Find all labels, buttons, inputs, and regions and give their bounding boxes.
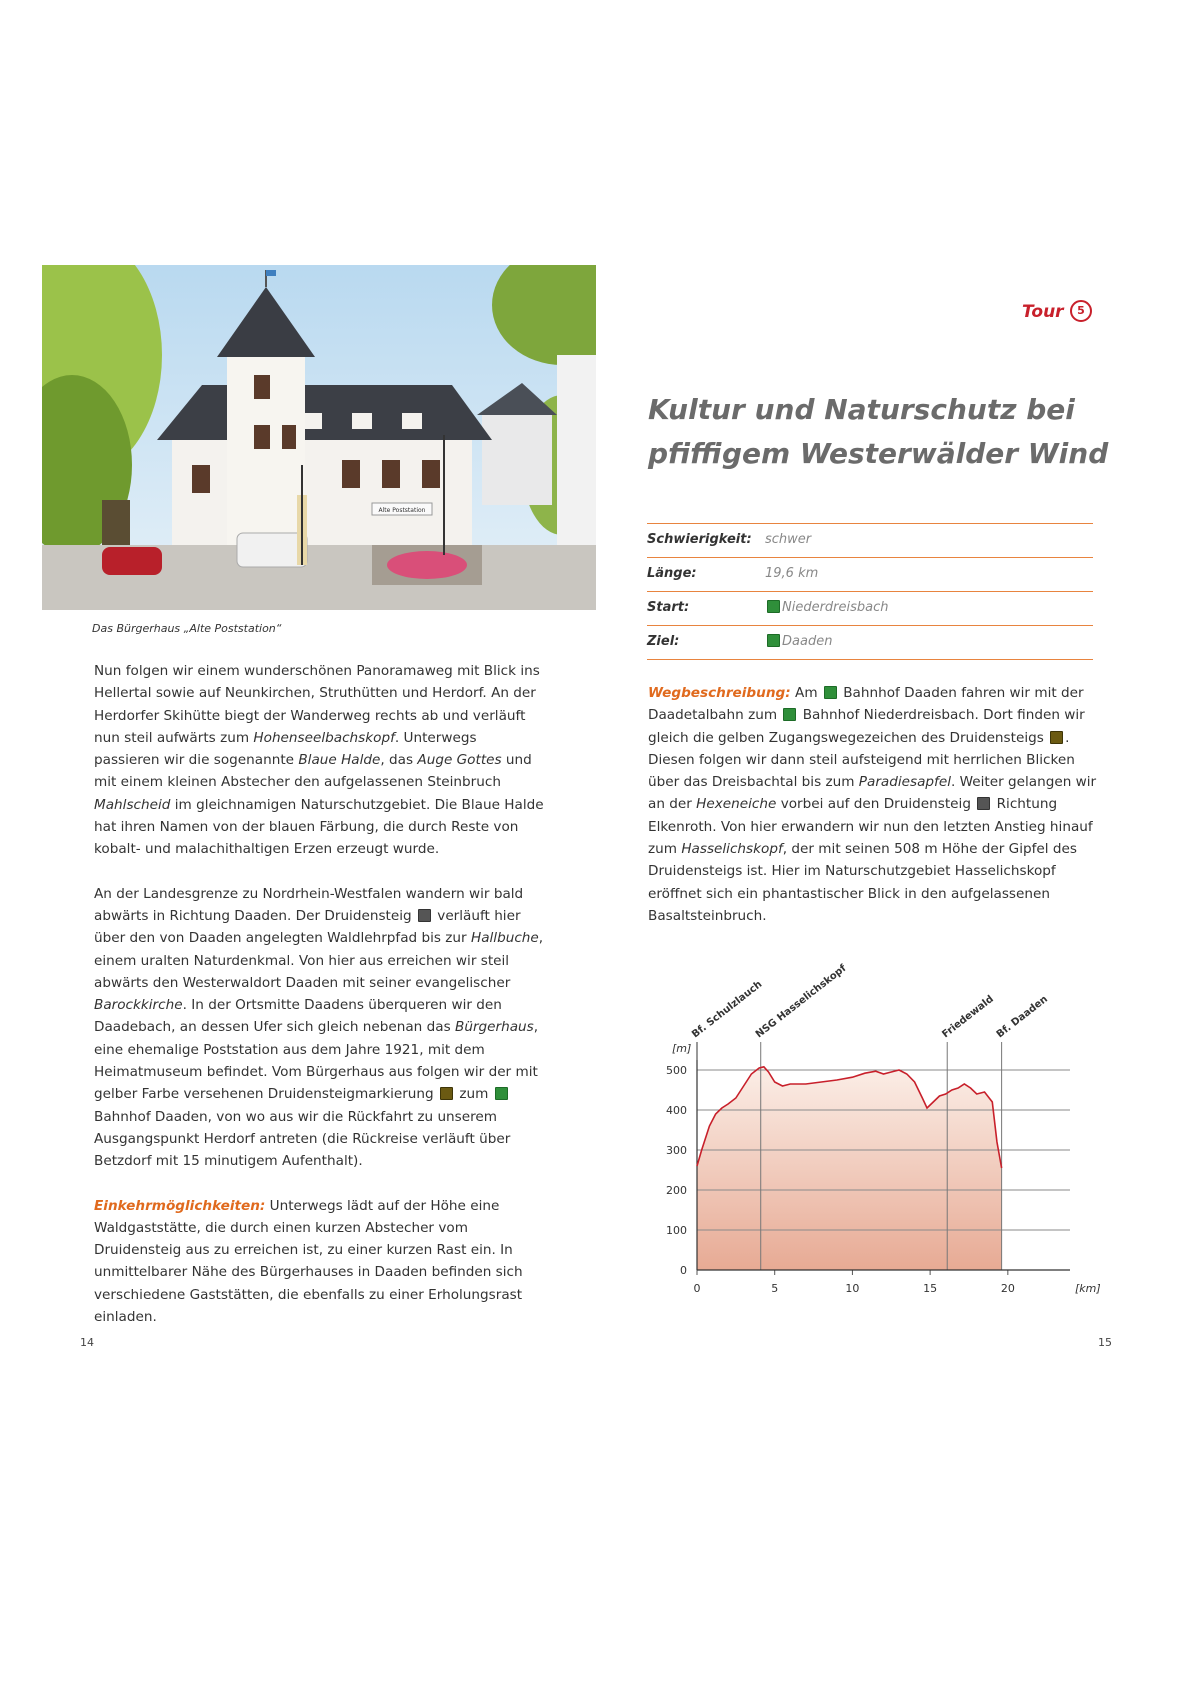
train-icon <box>767 600 780 613</box>
text-segment: . Unterwegs passieren wir die sogenannte <box>94 729 477 769</box>
fact-key: Ziel: <box>647 634 680 649</box>
train-icon <box>495 1087 508 1100</box>
text-segment: Bahnhof Daaden, von wo aus wir die Rückfahrt zu unserem Ausgangspunkt Herdorf antreten (die Rückreise verläuft über Betzdorf mit 15 minutigem Aufenthalt). <box>94 1108 511 1170</box>
x-axis-label: [km] <box>1075 1282 1100 1295</box>
x-tick-label: 0 <box>693 1282 701 1295</box>
text-segment: zum <box>455 1086 493 1103</box>
y-tick-label: 200 <box>666 1184 687 1197</box>
text-segment: An der Landesgrenze zu Nordrhein-Westfalen wandern wir bald abwärts in Richtung Daaden. Der Druidensteig <box>94 885 524 924</box>
waypoint-label: Bf. Schulzlauch <box>690 978 765 1041</box>
route-description <box>648 682 1103 927</box>
y-tick-label: 300 <box>666 1144 687 1157</box>
y-tick-label: 100 <box>666 1224 687 1237</box>
train-icon <box>767 634 780 647</box>
text-segment: Am <box>790 685 822 701</box>
fact-value: schwer <box>765 532 812 547</box>
tour-label: Tour <box>1022 302 1064 322</box>
druidensteig-marker-icon <box>418 909 431 922</box>
text-segment: . In der Ortsmitte Daadens überqueren wir den Daadebach, an dessen Ufer sich gleich nebenan das <box>94 997 502 1036</box>
text-segment: , einem uralten Naturdenkmal. Von hier aus erreichen wir steil abwärts den Westerwaldort Daaden mit seiner evangelischer <box>94 930 544 991</box>
place-name: Paradiesapfel <box>858 774 951 791</box>
text-segment: Richtung Elkenroth. Von hier erwandern wir nun den letzten Anstieg hinauf zum <box>648 796 1093 858</box>
text-segment: Unterwegs lädt auf der Höhe eine Waldgaststätte, die durch einen kurzen Abstecher vom Druidensteig aus zu erreichen ist, zu einer kurzen Rast ein. In unmittelbarer Nähe des Bürgerhauses in Daaden befinden sich verschiedene Gaststätten, die ebenfalls zu einer Erholungsrast einladen. <box>94 1197 523 1326</box>
tour-facts-table <box>647 523 1093 660</box>
paragraph-1 <box>94 660 544 861</box>
train-icon <box>783 708 796 721</box>
elevation-profile-chart <box>640 955 1100 1315</box>
photo-buergerhaus <box>42 265 596 610</box>
fact-value: Niederdreisbach <box>782 600 889 615</box>
fact-key: Start: <box>647 600 690 615</box>
elevation-area <box>697 1067 1002 1270</box>
fact-row-start <box>647 592 1093 626</box>
fact-row-length <box>647 558 1093 592</box>
yellow-marker-icon <box>1050 731 1063 744</box>
fact-value-with-icon <box>765 634 832 649</box>
druidensteig-marker-icon <box>977 797 990 810</box>
fact-value: 19,6 km <box>765 566 819 581</box>
fact-row-difficulty <box>647 523 1093 558</box>
text-segment: , eine ehemalige Poststation aus dem Jahre 1921, mit dem Heimatmuseum befindet. Vom Bürgerhaus aus folgen wir der mit gelber Farbe versehenen Druidensteigmarkierung <box>94 1019 539 1103</box>
page-number-left: 14 <box>80 1336 94 1349</box>
waypoint-label: Friedewald <box>940 993 996 1041</box>
text-segment: , das <box>380 752 418 769</box>
yellow-marker-icon <box>440 1087 453 1100</box>
text-segment: . Diesen folgen wir dann steil aufsteigend mit herrlichen Blicken über das Dreisbachtal bis zum <box>648 729 1075 791</box>
text-segment: vorbei auf den Druidensteig <box>776 796 976 813</box>
text-segment: Bahnhof Niederdreisbach. Dort finden wir gleich die gelben Zugangswegezeichen des Druidensteigs <box>648 707 1085 746</box>
x-tick-label: 10 <box>845 1282 860 1295</box>
place-name: Hallbuche <box>470 930 539 947</box>
elevation-profile-svg <box>640 955 1100 1315</box>
paragraph-3 <box>94 1195 544 1329</box>
text-segment: Nun folgen wir einem wunderschönen Panoramaweg mit Blick ins Hellertal sowie auf Neunkirchen, Struthütten und Herdorf. An der Herdorfer Skihütte biegt der Wanderweg rechts ab und verläuft nun steil aufwärts zum <box>94 663 540 746</box>
train-icon <box>824 686 837 699</box>
photo-illustration <box>42 265 596 610</box>
fact-key: Schwierigkeit: <box>647 532 752 547</box>
y-axis-label: [m] <box>672 1042 692 1055</box>
page-title: Kultur und Naturschutz bei pfiffigem Westerwälder Wind <box>648 393 1109 470</box>
text-segment: Bahnhof Daaden fahren wir mit der Daadetalbahn zum <box>648 685 1084 724</box>
section-label-wegbeschreibung: Wegbeschreibung: <box>648 685 791 701</box>
place-name: Hohenseelbachskopf <box>253 729 395 746</box>
x-tick-label: 5 <box>771 1282 779 1295</box>
building-sign-text: Alte Poststation <box>378 507 426 514</box>
fact-key: Länge: <box>647 566 697 581</box>
photo-caption: Das Bürgerhaus „Alte Poststation“ <box>92 622 282 635</box>
y-tick-label: 400 <box>666 1104 687 1117</box>
tour-number-badge: 5 <box>1070 300 1092 322</box>
paragraph-2 <box>94 883 544 1173</box>
place-name: Hasselichskopf <box>681 841 783 858</box>
place-name: Auge Gottes <box>417 752 502 769</box>
section-label-einkehr: Einkehrmöglichkeiten: <box>94 1197 266 1214</box>
fact-value: Daaden <box>782 634 833 649</box>
waypoint-label: NSG Hasselichskopf <box>753 962 849 1041</box>
place-name: Hexeneiche <box>696 796 777 813</box>
right-text-column <box>648 682 1103 949</box>
place-name: Mahlscheid <box>94 796 171 813</box>
text-segment: im gleichnamigen Naturschutzgebiet. Die Blaue Halde hat ihren Namen von der blauen Färbung, die durch Reste von kobalt- und malachithaltigen Erzen erzeugt wurde. <box>94 796 544 858</box>
x-tick-label: 15 <box>923 1282 938 1295</box>
place-name: Blaue Halde <box>298 752 381 769</box>
place-name: Barockkirche <box>94 997 183 1014</box>
left-text-column <box>94 660 544 1350</box>
text-segment: und mit einem kleinen Abstecher den aufgelassenen Steinbruch <box>94 752 532 791</box>
y-tick-label: 0 <box>680 1264 687 1277</box>
waypoint-label: Bf. Daaden <box>994 993 1050 1041</box>
text-segment: , der mit seinen 508 m Höhe der Gipfel des Druidensteigs ist. Hier im Naturschutzgebiet Hasselichskopf eröffnet sich ein phantastischer Blick in den aufgelassenen Basaltsteinbruch. <box>648 841 1077 924</box>
y-tick-label: 500 <box>666 1064 687 1077</box>
page-number-right: 15 <box>1098 1336 1112 1349</box>
place-name: Bürgerhaus <box>455 1019 534 1036</box>
fact-value-with-icon <box>765 600 889 615</box>
x-tick-label: 20 <box>1000 1282 1015 1295</box>
fact-row-destination <box>647 626 1093 660</box>
text-segment: . Weiter gelangen wir an der <box>648 774 1097 813</box>
text-segment: verläuft hier über den von Daaden angelegten Waldlehrpfad bis zur <box>94 907 521 947</box>
